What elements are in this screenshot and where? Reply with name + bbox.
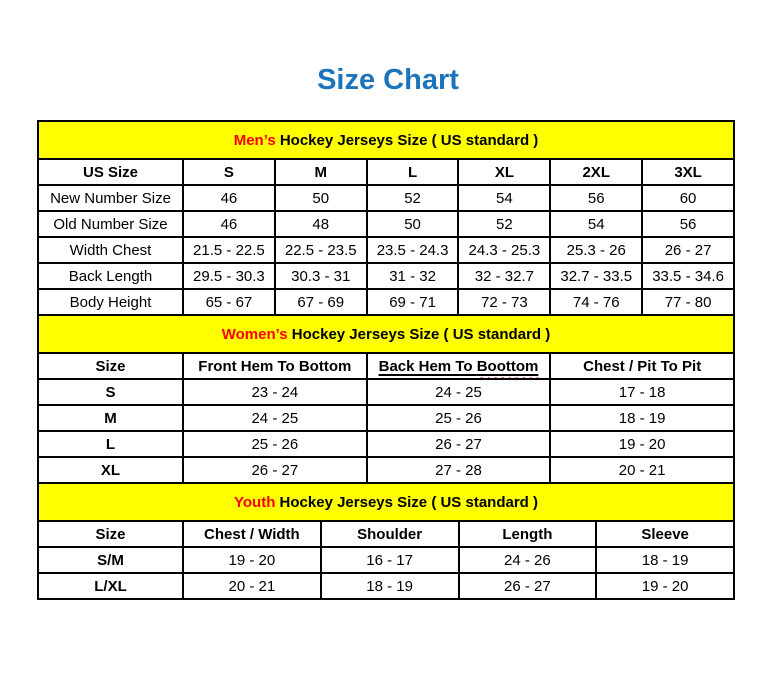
youth-table-row-0 — [38, 547, 734, 573]
mens-value-cell: 72 - 73 — [458, 289, 550, 315]
womens-value-cell: 17 - 18 — [550, 379, 734, 405]
womens-column-header-2 — [367, 353, 551, 379]
womens-value-cell: 26 - 27 — [367, 431, 551, 457]
mens-row-label: Back Length — [38, 263, 183, 289]
womens-value-cell: 24 - 25 — [367, 379, 551, 405]
womens-row-label: L — [38, 431, 183, 457]
mens-section-title-rest: Hockey Jerseys Size ( US standard ) — [275, 131, 539, 149]
mens-table-row-3 — [38, 263, 734, 289]
womens-value-cell: 26 - 27 — [183, 457, 367, 483]
mens-row-label: Width Chest — [38, 237, 183, 263]
mens-table-row-0 — [38, 185, 734, 211]
youth-section-header — [38, 483, 734, 521]
mens-value-cell: 52 — [367, 185, 459, 211]
mens-value-cell: 46 — [183, 185, 275, 211]
page-title: Size Chart — [317, 64, 459, 96]
youth-value-cell: 18 - 19 — [596, 547, 734, 573]
mens-value-cell: 46 — [183, 211, 275, 237]
womens-value-cell: 24 - 25 — [183, 405, 367, 431]
mens-value-cell: 26 - 27 — [642, 237, 734, 263]
mens-value-cell: 54 — [458, 185, 550, 211]
mens-value-cell: 23.5 - 24.3 — [367, 237, 459, 263]
youth-table-row-1 — [38, 573, 734, 599]
womens-column-header-3: Chest / Pit To Pit — [550, 353, 734, 379]
womens-column-header-1: Front Hem To Bottom — [183, 353, 367, 379]
womens-section-header — [38, 315, 734, 353]
youth-value-cell: 18 - 19 — [321, 573, 459, 599]
youth-row-label: L/XL — [38, 573, 183, 599]
mens-row-label: Old Number Size — [38, 211, 183, 237]
youth-column-header-2: Shoulder — [321, 521, 459, 547]
womens-table-row-1 — [38, 405, 734, 431]
mens-band-row — [38, 121, 734, 159]
mens-value-cell: 50 — [367, 211, 459, 237]
womens-value-cell: 20 - 21 — [550, 457, 734, 483]
mens-table-row-2 — [38, 237, 734, 263]
womens-table-row-3 — [38, 457, 734, 483]
mens-header-row — [38, 159, 734, 185]
womens-row-label: M — [38, 405, 183, 431]
mens-value-cell: 74 - 76 — [550, 289, 642, 315]
womens-row-label: XL — [38, 457, 183, 483]
mens-value-cell: 67 - 69 — [275, 289, 367, 315]
youth-header-row — [38, 521, 734, 547]
youth-size-table — [37, 482, 735, 600]
youth-column-header-4: Sleeve — [596, 521, 734, 547]
mens-value-cell: 29.5 - 30.3 — [183, 263, 275, 289]
mens-value-cell: 33.5 - 34.6 — [642, 263, 734, 289]
mens-value-cell: 52 — [458, 211, 550, 237]
mens-value-cell: 77 - 80 — [642, 289, 734, 315]
womens-value-cell: 23 - 24 — [183, 379, 367, 405]
mens-value-cell: 30.3 - 31 — [275, 263, 367, 289]
mens-value-cell: 54 — [550, 211, 642, 237]
mens-column-header-2: M — [275, 159, 367, 185]
mens-value-cell: 60 — [642, 185, 734, 211]
mens-column-header-1: S — [183, 159, 275, 185]
womens-row-label: S — [38, 379, 183, 405]
size-tables-container — [37, 120, 735, 600]
mens-column-header-5: 2XL — [550, 159, 642, 185]
mens-value-cell: 22.5 - 23.5 — [275, 237, 367, 263]
mens-value-cell: 31 - 32 — [367, 263, 459, 289]
mens-row-label: New Number Size — [38, 185, 183, 211]
youth-value-cell: 16 - 17 — [321, 547, 459, 573]
womens-table-row-2 — [38, 431, 734, 457]
mens-section-header — [38, 121, 734, 159]
youth-column-header-3: Length — [459, 521, 597, 547]
mens-column-header-4: XL — [458, 159, 550, 185]
youth-band-row — [38, 483, 734, 521]
womens-section-highlight: Women’s — [221, 325, 288, 343]
mens-column-header-3: L — [367, 159, 459, 185]
womens-section-title-rest: Hockey Jerseys Size ( US standard ) — [287, 325, 551, 343]
mens-value-cell: 69 - 71 — [367, 289, 459, 315]
youth-value-cell: 26 - 27 — [459, 573, 597, 599]
mens-column-header-0: US Size — [38, 159, 183, 185]
mens-size-table — [37, 120, 735, 316]
mens-column-header-6: 3XL — [642, 159, 734, 185]
womens-value-cell: 25 - 26 — [183, 431, 367, 457]
youth-value-cell: 20 - 21 — [183, 573, 321, 599]
womens-size-table — [37, 314, 735, 484]
mens-value-cell: 48 — [275, 211, 367, 237]
mens-value-cell: 56 — [550, 185, 642, 211]
misspelled-word: Boottom — [476, 357, 539, 375]
youth-section-highlight: Youth — [234, 493, 276, 511]
underlined-header-text: Back Hem To Boottom — [378, 357, 539, 375]
womens-header-row — [38, 353, 734, 379]
mens-row-label: Body Height — [38, 289, 183, 315]
womens-table-row-0 — [38, 379, 734, 405]
mens-value-cell: 56 — [642, 211, 734, 237]
womens-band-row — [38, 315, 734, 353]
womens-value-cell: 18 - 19 — [550, 405, 734, 431]
womens-column-header-0: Size — [38, 353, 183, 379]
youth-value-cell: 19 - 20 — [596, 573, 734, 599]
mens-value-cell: 65 - 67 — [183, 289, 275, 315]
womens-value-cell: 19 - 20 — [550, 431, 734, 457]
mens-value-cell: 24.3 - 25.3 — [458, 237, 550, 263]
mens-section-highlight: Men’s — [233, 131, 276, 149]
youth-column-header-1: Chest / Width — [183, 521, 321, 547]
youth-column-header-0: Size — [38, 521, 183, 547]
mens-value-cell: 21.5 - 22.5 — [183, 237, 275, 263]
womens-value-cell: 27 - 28 — [367, 457, 551, 483]
youth-section-title-rest: Hockey Jerseys Size ( US standard ) — [275, 493, 538, 511]
youth-row-label: S/M — [38, 547, 183, 573]
mens-value-cell: 50 — [275, 185, 367, 211]
mens-table-row-1 — [38, 211, 734, 237]
mens-value-cell: 32.7 - 33.5 — [550, 263, 642, 289]
youth-value-cell: 24 - 26 — [459, 547, 597, 573]
mens-value-cell: 32 - 32.7 — [458, 263, 550, 289]
mens-table-row-4 — [38, 289, 734, 315]
youth-value-cell: 19 - 20 — [183, 547, 321, 573]
womens-value-cell: 25 - 26 — [367, 405, 551, 431]
mens-value-cell: 25.3 - 26 — [550, 237, 642, 263]
